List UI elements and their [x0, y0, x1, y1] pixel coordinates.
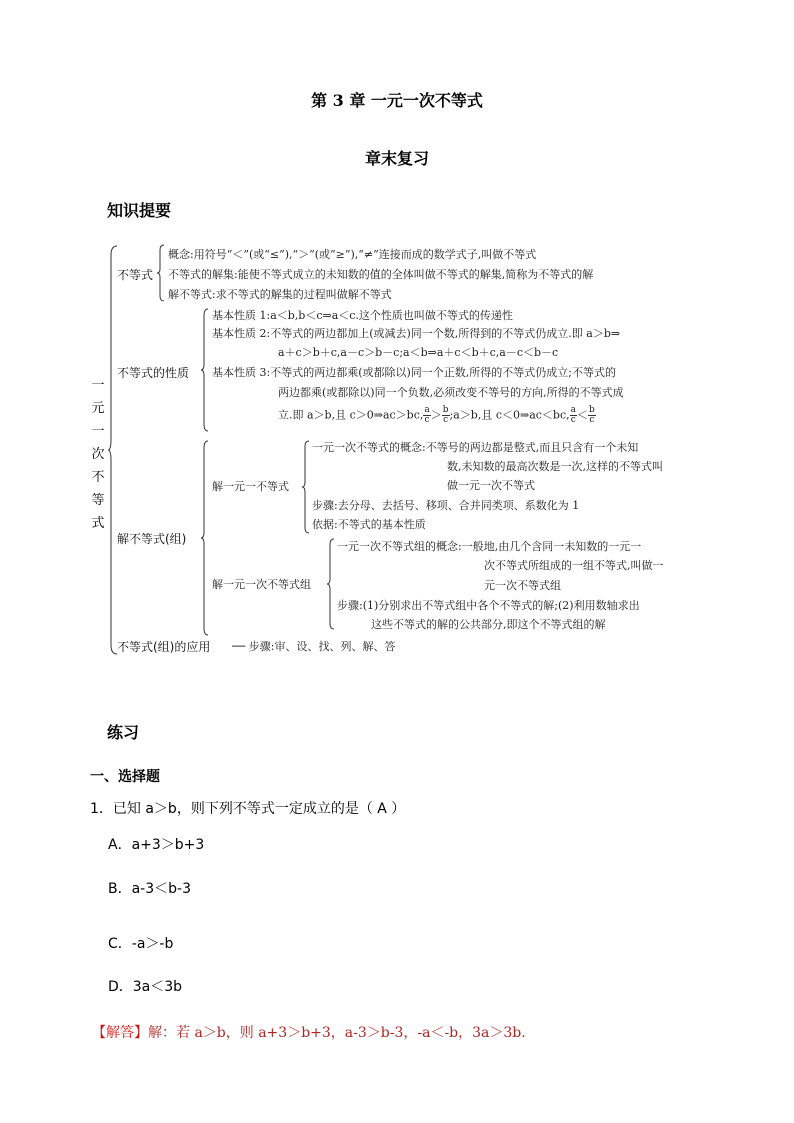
system-steps-line1: 步骤:(1)分别求出不等式组中各个不等式的解;(2)利用数轴求出 [337, 599, 640, 612]
property-3-line3: 立.即 a＞b,且 c＞0⇒ac＞bc, $\frac{a}{c}$ ＞ $\frac{b}{c}$ ;a＞b,且 c＜0⇒ac＜bc, $\frac{a}{c}$ ＜ $\frac{b}{c}$ [278, 405, 595, 425]
page-subtitle: 章末复习 [364, 149, 429, 168]
bracket-solve [201, 440, 209, 636]
branch-solve-label: 解不等式(组) [117, 532, 187, 546]
property-3-line3a: 立.即 a＞b,且 c＞0⇒ac＞bc, [278, 408, 424, 422]
option-d: D．3a＜3b [108, 979, 183, 995]
section-multiple-choice: 一、选择题 [90, 769, 160, 785]
fraction-a-over-c-2: $\frac{a}{c}$ [570, 405, 576, 425]
inequality-concept: 概念:用符号“＜”(或“≤”),“＞”(或“≥”),“≠”连接而成的数学式子,叫做不等式 [168, 248, 537, 261]
property-3-line1: 基本性质 3:不等式的两边都乘(或都除以)同一个正数,所得的不等式仍成立;不等式的 [212, 366, 616, 379]
branch-apply-text: ── 步骤:审、设、找、列、解、答 [232, 640, 396, 653]
root-label: 一元一次不等式 [91, 378, 105, 531]
system-concept-line3: 元一次不等式组 [484, 579, 561, 592]
one-var-concept-line1: 一元一次不等式的概念:不等号的两边都是整式,而且只含有一个未知 [312, 441, 639, 454]
option-c: C．-a＞-b [108, 936, 174, 952]
property-3-line2: 两边都乘(或都除以)同一个负数,必须改变不等号的方向,所得的不等式成 [278, 386, 624, 399]
section-knowledge: 知识提要 [107, 201, 172, 220]
property-3-line3b: ;a＞b,且 c＜0⇒ac＜bc, [449, 408, 570, 422]
solve-system-label: 解一元一次不等式组 [212, 578, 311, 591]
fraction-b-over-c-2: $\frac{b}{c}$ [589, 405, 595, 425]
bracket-solve-system [327, 538, 335, 630]
property-1: 基本性质 1:a＜b,b＜c⇒a＜c.这个性质也叫做不等式的传递性 [212, 309, 513, 322]
property-2-line1: 基本性质 2:不等式的两边都加上(或减去)同一个数,所得到的不等式仍成立.即 a＞b⇒ [212, 327, 621, 340]
bracket-inequality [157, 244, 165, 302]
solve-inequality-def: 解不等式:求不等式的解集的过程叫做解不等式 [168, 288, 392, 301]
one-var-steps: 步骤:去分母、去括号、移项、合并同类项、系数化为 1 [312, 499, 580, 512]
system-concept-line2: 次不等式所组成的一组不等式,叫做一 [484, 559, 664, 572]
branch-apply-label: 不等式(组)的应用 [117, 640, 211, 654]
inequality-solution-set: 不等式的解集:能使不等式成立的未知数的值的全体叫做不等式的解集,简称为不等式的解 [168, 268, 594, 281]
solve-one-label: 解一元一不等式 [212, 480, 289, 493]
system-concept-line1: 一元一次不等式组的概念:一般地,由几个含同一未知数的一元一 [337, 540, 642, 553]
option-b: B．a-3＜b-3 [108, 881, 191, 897]
branch-inequality-label: 不等式 [117, 268, 154, 282]
branch-properties-label: 不等式的性质 [117, 366, 190, 380]
fraction-b-over-c: $\frac{b}{c}$ [442, 405, 449, 425]
practice-heading: 练习 [107, 723, 140, 742]
system-steps-line2: 这些不等式的解的公共部分,即这个不等式组的解 [371, 618, 606, 631]
question-1-stem: 1．已知 a＞b，则下列不等式一定成立的是（ A ） [90, 801, 406, 817]
chapter-title: 第 3 章 一元一次不等式 [311, 91, 483, 110]
answer-line [92, 1022, 526, 1042]
answer-tag: 【解答】 [92, 1025, 148, 1041]
property-2-line2: a＋c＞b＋c,a－c＞b－c;a＜b⇒a＋c＜b＋c,a－c＜b－c [278, 346, 559, 359]
bracket-solve-one [302, 440, 310, 534]
one-var-concept-line3: 做一元一次不等式 [447, 479, 535, 492]
option-a: A．a+3＞b+3 [108, 837, 205, 853]
answer-text: 解：若 a＞b，则 a+3＞b+3，a-3＞b-3，-a＜-b，3a＞3b. [148, 1025, 526, 1041]
fraction-a-over-c: $\frac{a}{c}$ [424, 405, 430, 425]
one-var-basis: 依据:不等式的基本性质 [312, 518, 426, 531]
bracket-properties [201, 308, 209, 432]
one-var-concept-line2: 数,未知数的最高次数是一次,这样的不等式叫 [447, 460, 663, 473]
root-bracket [108, 245, 118, 655]
